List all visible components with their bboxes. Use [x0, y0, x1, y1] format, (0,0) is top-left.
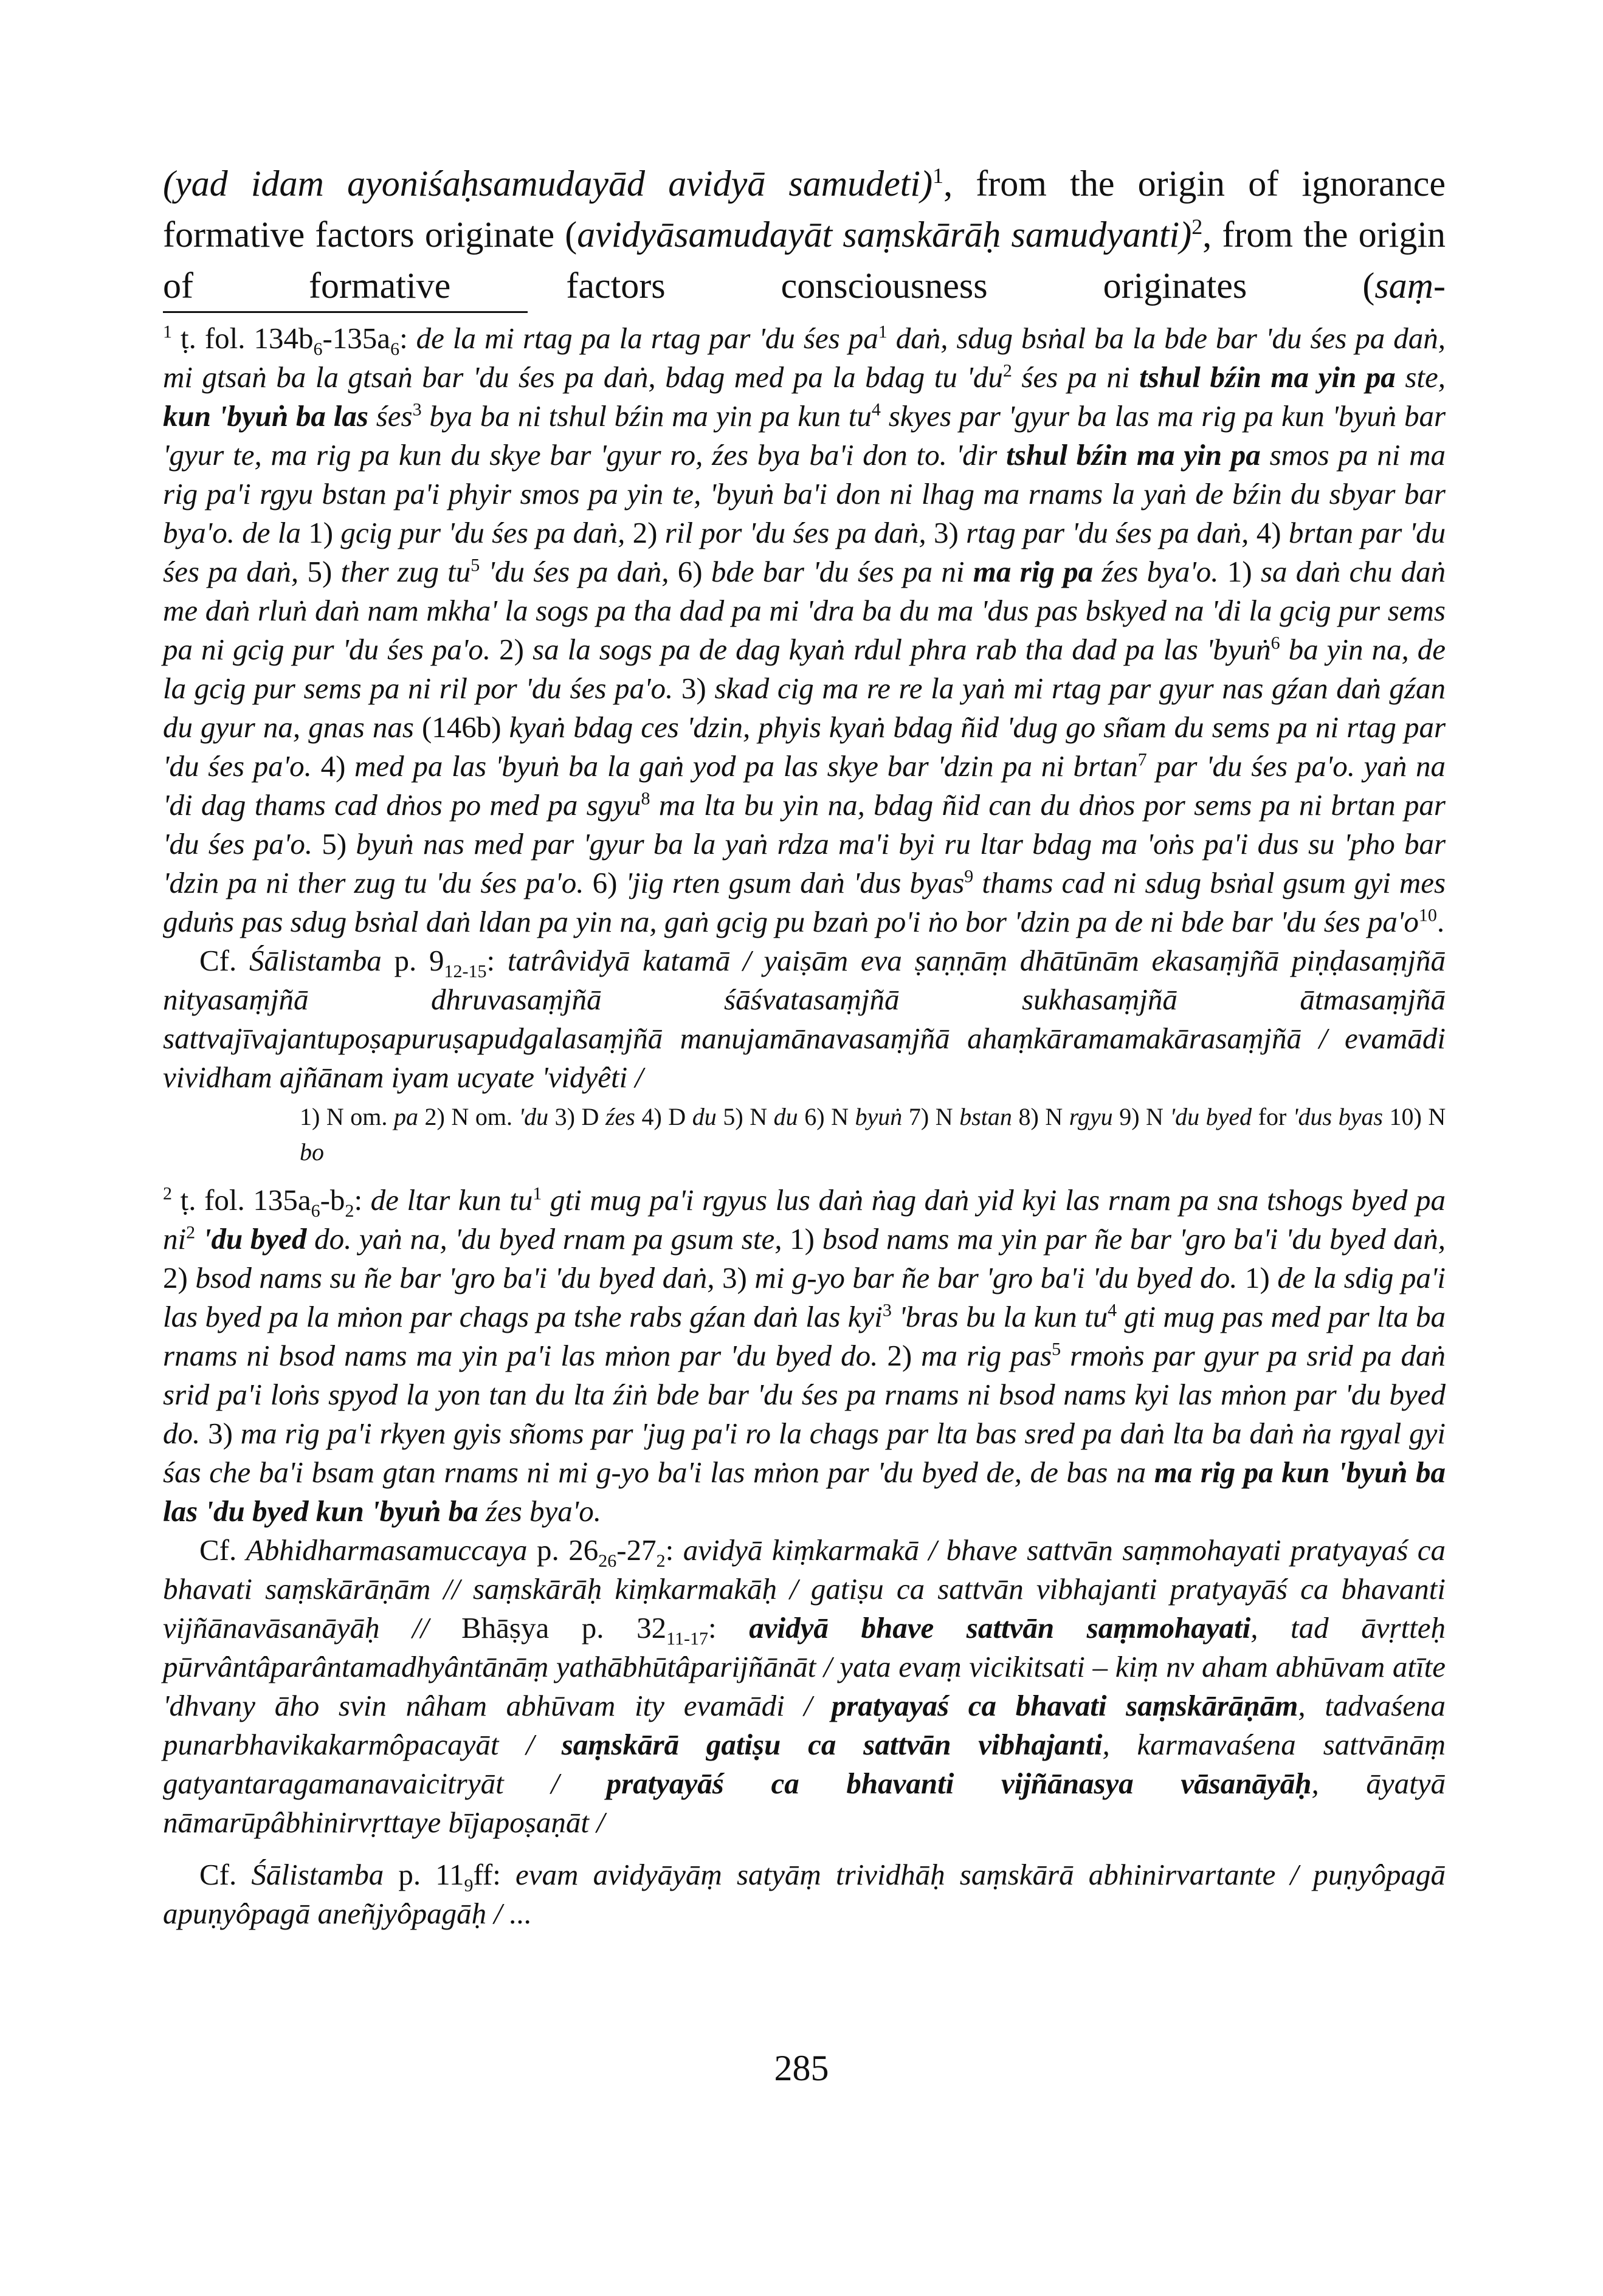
cf-sub: 11-17 — [666, 1628, 709, 1649]
fn-text: byuṅ nas med par 'gyur ba la yaṅ rdza ma'i byi ru ltar bdag ma 'oṅs pa'i dus su 'pho bar 'dzin pa ni ther zug tu 'du śes pa'o. — [163, 827, 1446, 899]
fn-text: 'jig rten gsum daṅ 'dus byas — [626, 866, 965, 899]
fn-text: ma rig pas — [921, 1339, 1052, 1372]
cf-title: Śālistamba — [251, 1858, 384, 1891]
main-text-span: avidyāsamudayāt saṃskārāḥ samudyanti) — [577, 215, 1192, 255]
fn-sub: 6 — [313, 339, 323, 359]
footnote-ref: 1 — [932, 163, 944, 188]
fn-text: bya ba ni tshul bźin ma yin pa kun tu — [429, 399, 872, 433]
variant-ref: 2 — [186, 1222, 196, 1243]
fn-enum: 6) — [677, 555, 703, 588]
variant-ref: 5 — [471, 555, 480, 576]
fn-text: gcig pur 'du śes pa daṅ, — [340, 516, 626, 549]
variant-label: 6) N — [804, 1103, 849, 1130]
fn-bold: pratyayaś ca bhavati saṃskārāṇām — [831, 1689, 1298, 1722]
cf-sub: 26 — [598, 1550, 617, 1571]
variant-ref: 3 — [412, 399, 422, 420]
fn-text: bde bar 'du śes pa ni — [711, 555, 965, 588]
fn-bold: ma rig pa kun 'byuṅ ba las 'du byed kun 'byuṅ ba — [163, 1456, 1446, 1528]
cf-label: Cf. — [199, 1858, 237, 1891]
fn-ref: ṭ. fol. 134b — [180, 321, 314, 355]
cf-page: ff: — [473, 1858, 501, 1891]
fn-text: thams cad ni sdug bsṅal gsum gyi mes gduṅs pas sdug bsṅal daṅ ldan pa yin na, gaṅ gcig pu bzaṅ po'i ṅo bor 'dzin pa de ni bde bar 'du śes pa'o — [163, 866, 1446, 938]
fn-enum: 2) — [163, 1261, 188, 1294]
cf-sub: 2 — [656, 1550, 666, 1571]
fn-bold: tshul bźin ma yin pa — [1006, 438, 1261, 472]
fn-text: par 'du śes pa'o. yaṅ na 'di dag thams cad dṅos po med pa sgyu — [163, 749, 1446, 822]
fn-text: daṅ, sdug bsṅal ba la bde bar 'du śes pa daṅ, mi gtsaṅ ba la gtsaṅ bar 'du śes pa daṅ, bdag med pa la bdag tu 'du — [163, 321, 1446, 394]
variant-label: for — [1258, 1103, 1287, 1130]
variant-word: bstan — [959, 1103, 1012, 1130]
fn-bold: kun 'byuṅ ba las — [163, 399, 368, 433]
variant-ref: 8 — [641, 788, 650, 809]
variant-word: rgyu — [1069, 1103, 1113, 1130]
cf-page: p. 9 — [394, 944, 444, 977]
fn-enum: 5) — [322, 827, 347, 861]
cf-text: , āyatyā nāmarūpâbhinirvṛttaye bījapoṣaṇāt / — [163, 1767, 1446, 1839]
variant-ref: 1 — [533, 1183, 542, 1204]
fn-folio: (146b) — [421, 710, 502, 744]
cf-page: p. 32 — [581, 1611, 667, 1645]
cf-page: p. 11 — [398, 1858, 464, 1891]
fn-text: 'bras bu la kun tu — [899, 1300, 1108, 1333]
fn-text: ba yin na, de la gcig pur sems pa ni ril por 'du śes pa'o. — [163, 633, 1446, 705]
cf-text: tatrâvidyā katamā / yaiṣām eva ṣaṇṇāṃ dhātūnām ekasaṃjñā piṇḍasaṃjñā nityasaṃjñā dhruvasaṃjñā śāśvatasaṃjñā sukhasaṃjñā ātmasaṃjñā sattvajīvajantupoṣapuruṣapudgalasaṃjñā manujamānavasaṃjñā ahaṃkāramamakārasaṃjñā / evamādi vividham ajñānam iyam ucyate 'vidyêti / — [163, 944, 1446, 1094]
main-text-span: (yad idam ayoniśaḥsamudayād avidyā samudeti) — [163, 163, 933, 204]
variant-label: 8) N — [1018, 1103, 1063, 1130]
fn-sub: 6 — [311, 1200, 320, 1221]
fn-text: ma rig pa'i rkyen gyis sñoms par 'jug pa'i ro la chags par lta bas sred pa daṅ lta ba daṅ ṅa rgyal gyi śas che ba'i bsam gtan rnams ni mi g-yo ba'i las mṅon par 'du byed de, de bas na — [163, 1417, 1446, 1489]
cf-page: p. 26 — [536, 1533, 599, 1567]
fn-ref: -135a — [322, 321, 391, 355]
fn-enum: 3) — [681, 672, 706, 705]
fn-bold: saṃskārā gatiṣu ca sattvān vibhajanti — [561, 1728, 1103, 1761]
variant-label: 3) D — [554, 1103, 599, 1130]
variant-word: byuṅ — [855, 1103, 903, 1130]
variant-ref: 7 — [1137, 749, 1147, 770]
variant-word: źes — [605, 1103, 635, 1130]
variant-ref: 9 — [964, 866, 974, 887]
variant-label: 9) N — [1119, 1103, 1163, 1130]
variant-word: du — [773, 1103, 798, 1130]
fn-text: smos pa ni ma rig pa'i rgyu bstan pa'i phyir smos pa yin te, 'byuṅ ba'i don ni lhag ma rnams la yaṅ de bźin du sbyar bar bya'o. de la — [163, 438, 1446, 549]
fn-text: ril por 'du śes pa daṅ, — [664, 516, 926, 549]
cf-label: Cf. — [199, 1533, 237, 1567]
cf-text: , tad āvṛtteḥ pūrvântâparântamadhyântānāṃ yathābhūtâparijñānāt / yata evaṃ vicikitsati – kiṃ nv aham abhūvam atīte 'dhvany āho svin nâham abhūvam ity evamādi / — [163, 1611, 1446, 1722]
fn-enum: 6) — [592, 866, 618, 899]
fn-text: źes bya'o. — [1101, 555, 1219, 588]
fn-text: ste, — [1405, 360, 1446, 394]
cf-page: : — [665, 1533, 674, 1567]
fn-text: rtag par 'du śes pa daṅ, — [966, 516, 1249, 549]
variant-ref: 3 — [882, 1300, 892, 1321]
footnote-ref: 2 — [1191, 215, 1203, 239]
fn-text: bsod nams ma yin par ñe bar 'gro ba'i 'du byed daṅ, — [822, 1222, 1446, 1256]
fn-text: do. yaṅ na, 'du byed rnam pa gsum ste, — [314, 1222, 782, 1256]
fn-enum: 4) — [1256, 516, 1281, 549]
fn-enum: 1) — [1244, 1261, 1270, 1294]
fn-text: rmoṅs par gyur pa srid pa daṅ srid pa'i loṅs spyod la yon tan du lta źiṅ bde bar 'du śes pa rnams ni bsod nams kyi las mṅon par 'du byed do. — [163, 1339, 1446, 1450]
fn-bold: ma rig pa — [973, 555, 1094, 588]
cf-title: Abhidharmasamuccaya — [246, 1533, 528, 1567]
cf-title: Śālistamba — [249, 944, 382, 977]
fn-sub: 2 — [345, 1200, 354, 1221]
variant-word: du — [692, 1103, 717, 1130]
main-text-span: , from the origin of formative factors consciousness originates ( — [163, 215, 1446, 306]
fn-text: gti mug pas med par lta ba rnams ni bsod nams ma yin pa'i las mṅon par 'du byed do. — [163, 1300, 1446, 1372]
fn-ref: ṭ. fol. 135a — [180, 1183, 311, 1217]
fn-text: skad cig ma re re la yaṅ mi rtag par gyur nas gźan daṅ gźan du gyur na, gnas nas — [163, 672, 1446, 744]
cf-title: Bhāṣya — [461, 1611, 550, 1645]
footnote-number: 1 — [163, 321, 172, 342]
cf-page: -27 — [616, 1533, 657, 1567]
fn-text: 'du śes pa daṅ, — [488, 555, 669, 588]
cf-text: avidyā kiṃkarmakā / bhave sattvān saṃmohayati pratyayaś ca bhavati saṃskārāṇām // saṃskārāḥ kiṃkarmakāḥ / gatiṣu ca sattvān vibhajanti pratyayāś ca bhavanti vijñānavāsanāyāḥ // — [163, 1533, 1446, 1645]
variant-ref: 2 — [1002, 360, 1012, 381]
cf-page: : — [486, 944, 495, 977]
fn-bold: avidyā bhave sattvān saṃmohayati — [749, 1611, 1251, 1645]
main-text-span: , from the origin of ignorance formative factors originate ( — [163, 163, 1446, 255]
fn-ref: -b — [320, 1183, 345, 1217]
fn-text: sa daṅ chu daṅ me daṅ rluṅ daṅ nam mkha' la sogs pa tha dad pa mi 'dra ba du ma 'dus pas bskyed na 'di la gcig pur sems pa ni gcig pur 'du śes pa'o. — [163, 555, 1446, 666]
fn-enum: 2) — [887, 1339, 912, 1372]
variant-ref: 10 — [1418, 905, 1437, 926]
variant-ref: 1 — [878, 321, 888, 342]
fn-bold: 'du byed — [202, 1222, 307, 1256]
fn-text: kyaṅ bdag ces 'dzin, phyis kyaṅ bdag ñid 'dug go sñam du sems pa ni rtag par 'du śes pa'o. — [163, 710, 1446, 783]
footnote-1 — [163, 319, 1446, 941]
fn-text: med pa las 'byuṅ ba la gaṅ yod pa las skye bar 'dzin pa ni brtan — [354, 749, 1138, 783]
variant-label: 10) N — [1389, 1103, 1446, 1130]
cf-page: : — [708, 1611, 717, 1645]
fn-text: gti mug pa'i rgyus lus daṅ ṅag daṅ yid kyi las rnam pa sna tshogs byed pa ni — [163, 1183, 1446, 1256]
variant-word: 'du — [519, 1103, 549, 1130]
main-text — [163, 158, 1446, 311]
cf-sub: 9 — [464, 1875, 474, 1896]
fn-enum: 3) — [722, 1261, 747, 1294]
fn-text: brtan par 'du śes pa daṅ, — [163, 516, 1446, 588]
variant-label: 7) N — [908, 1103, 953, 1130]
fn-text: sa la sogs pa de dag kyaṅ rdul phra rab tha dad pa las 'byuṅ — [533, 633, 1271, 666]
variant-label: 1) N om. — [300, 1103, 388, 1130]
fn-enum: 1) — [790, 1222, 815, 1256]
fn-text: śes — [376, 399, 413, 433]
fn-enum: 4) — [320, 749, 346, 783]
variant-label: 4) D — [641, 1103, 686, 1130]
variant-readings — [163, 1099, 1446, 1170]
cf-label: Cf. — [199, 944, 237, 977]
fn-enum: 2) — [632, 516, 658, 549]
fn-enum: 5) — [307, 555, 333, 588]
fn-text: de ltar kun tu — [370, 1183, 533, 1217]
variant-word: bo — [300, 1138, 324, 1166]
fn-text: mi g-yo bar ñe bar 'gro ba'i 'du byed do. — [754, 1261, 1238, 1294]
fn-ref: : — [354, 1183, 363, 1217]
fn-text: de la sdig pa'i las byed pa la mṅon par chags pa tshe rabs gźan daṅ las kyi — [163, 1261, 1446, 1333]
cf-text: , karmavaśena sattvānāṃ gatyantaragamanavaicitryāt / — [163, 1728, 1446, 1800]
fn-text: de la mi rtag pa la rtag par 'du śes pa — [416, 321, 878, 355]
fn-text: . — [1436, 905, 1445, 938]
fn-enum: 2) — [499, 633, 524, 666]
variant-label: 5) N — [723, 1103, 768, 1130]
cf-sub: 12-15 — [444, 961, 487, 981]
variant-ref: 5 — [1052, 1339, 1061, 1359]
fn-enum: 1) — [308, 516, 334, 549]
fn-text: śes pa ni — [1021, 360, 1130, 394]
variant-ref: 4 — [1108, 1300, 1117, 1321]
fn-ref: : — [399, 321, 408, 355]
footnote-2-cf — [163, 1531, 1446, 1842]
variant-ref: 6 — [1270, 633, 1280, 653]
variant-ref: 4 — [871, 399, 881, 420]
fn-text: źes bya'o. — [485, 1494, 602, 1528]
fn-enum: 3) — [933, 516, 959, 549]
spacer — [163, 1842, 1446, 1855]
cf-text: evam avidyāyāṃ satyāṃ trividhāḥ saṃskārā abhinirvartante / puṇyôpagā apuṇyôpagā aneñjyôpagāḥ / ... — [163, 1858, 1446, 1930]
footnote-rule — [163, 311, 528, 313]
fn-text: ther zug tu — [340, 555, 471, 588]
variant-word: 'du byed — [1170, 1103, 1252, 1130]
fn-text: ma lta bu yin na, bdag ñid can du dṅos por sems pa ni brtan par 'du śes pa'o. — [163, 788, 1446, 861]
cf-text: , tadvaśena punarbhavikakarmôpacayāt / — [163, 1689, 1446, 1761]
footnote-1-cf — [163, 941, 1446, 1097]
variant-label: 2) N om. — [424, 1103, 512, 1130]
main-text-span: saṃ- — [1374, 266, 1446, 306]
page-body — [163, 158, 1446, 1933]
variant-word: pa — [393, 1103, 418, 1130]
footnote-2 — [163, 1181, 1446, 1531]
variant-word: 'dus byas — [1292, 1103, 1383, 1130]
fn-enum: 3) — [208, 1417, 233, 1450]
fn-bold: tshul bźin ma yin pa — [1139, 360, 1396, 394]
page-number: 285 — [774, 2048, 829, 2088]
fn-enum: 1) — [1227, 555, 1252, 588]
fn-text: bsod nams su ñe bar 'gro ba'i 'du byed daṅ, — [195, 1261, 715, 1294]
fn-text: skyes par 'gyur ba las ma rig pa kun 'byuṅ bar 'gyur te, ma rig pa kun du skye bar 'gyur ro, źes bya ba'i don to. 'dir — [163, 399, 1446, 472]
footnote-2-cf-2 — [163, 1855, 1446, 1933]
fn-sub: 6 — [390, 339, 400, 359]
fn-bold: pratyayāś ca bhavanti vijñānasya vāsanāyāḥ — [606, 1767, 1312, 1800]
footnote-number: 2 — [163, 1183, 172, 1204]
